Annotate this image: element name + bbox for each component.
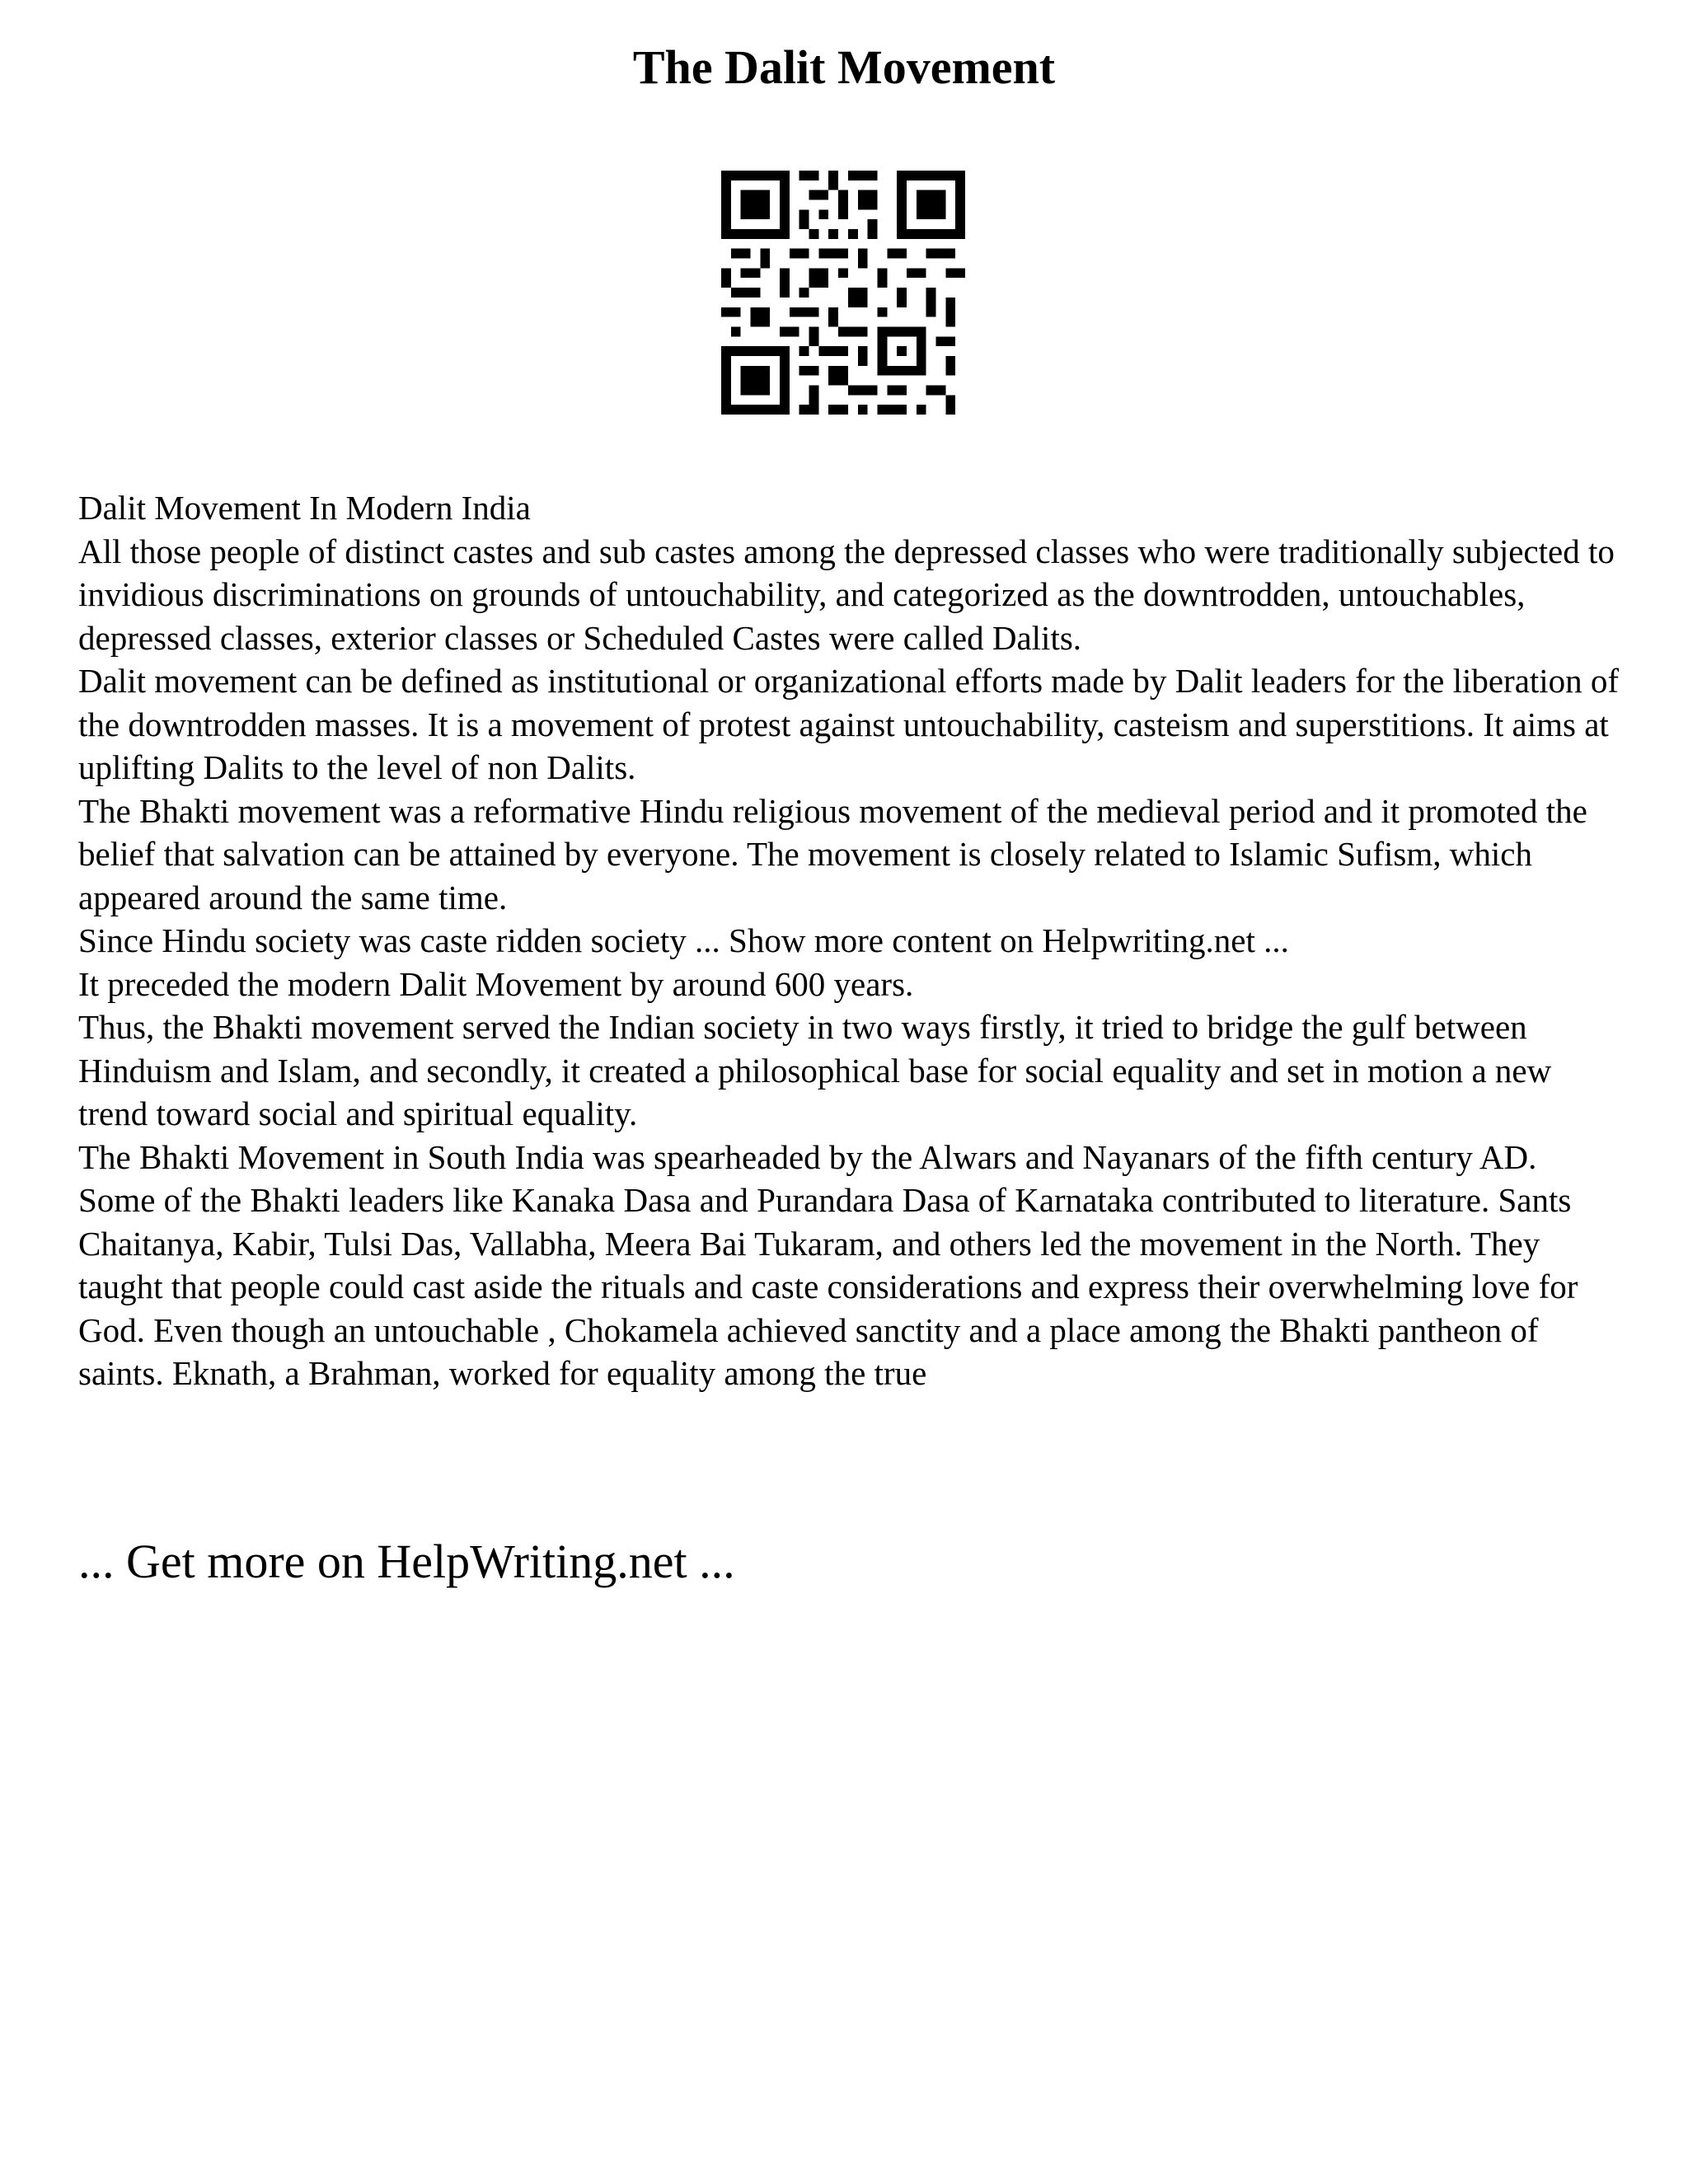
paragraph: Thus, the Bhakti movement served the Indian society in two ways firstly, it tried to bridge the gulf between Hinduism and Islam, and secondly, it created a philosophical base for social equality and set in motion a new trend toward social and spiritual equality. bbox=[78, 1008, 1552, 1132]
paragraph: Dalit Movement In Modern India bbox=[78, 489, 531, 527]
paragraph: The Bhakti movement was a reformative Hindu religious movement of the medieval period and it promoted the belief that salvation can be attained by everyone. The movement is closely related to Islamic Sufism, which appeared around the same time. bbox=[78, 791, 1587, 916]
document-title: The Dalit Movement bbox=[632, 40, 1056, 94]
document-body bbox=[78, 486, 1620, 1395]
paragraph: The Bhakti Movement in South India was spearheaded by the Alwars and Nayanars of the fifth century AD. Some of the Bhakti leaders like Kanaka Dasa and Purandara Dasa of Karnataka contributed to literature. Sants Chaitanya, Kabir, Tulsi Das, Vallabha, Meera Bai Tukaram, and others led the movement in the North. They taught that people could cast aside the rituals and caste considerations and express their overwhelming love for God. Even though an untouchable , Chokamela achieved sanctity and a place among the Bhakti pantheon of saints. Eknath, a Brahman, worked for equality among the true bbox=[78, 1137, 1578, 1392]
paragraph: It preceded the modern Dalit Movement by around 600 years. bbox=[78, 964, 914, 1003]
get-more-link[interactable]: ... Get more on HelpWriting.net ... bbox=[78, 1535, 735, 1588]
paragraph: Dalit movement can be defined as institutional or organizational efforts made by Dalit leaders for the liberation of the downtrodden masses. It is a movement of protest against untouchability, casteism and superstitions. It aims at uplifting Dalits to the level of non Dalits. bbox=[78, 662, 1620, 786]
paragraph: All those people of distinct castes and sub castes among the depressed classes who were traditionally subjected to invidious discriminations on grounds of untouchability, and categorized as the downtrodden, untouchables, depressed classes, exterior classes or Scheduled Castes were called Dalits. bbox=[78, 532, 1615, 657]
qr-code-icon bbox=[721, 171, 965, 415]
paragraph: Since Hindu society was caste ridden society ... Show more content on Helpwriting.net ... bbox=[78, 921, 1289, 959]
